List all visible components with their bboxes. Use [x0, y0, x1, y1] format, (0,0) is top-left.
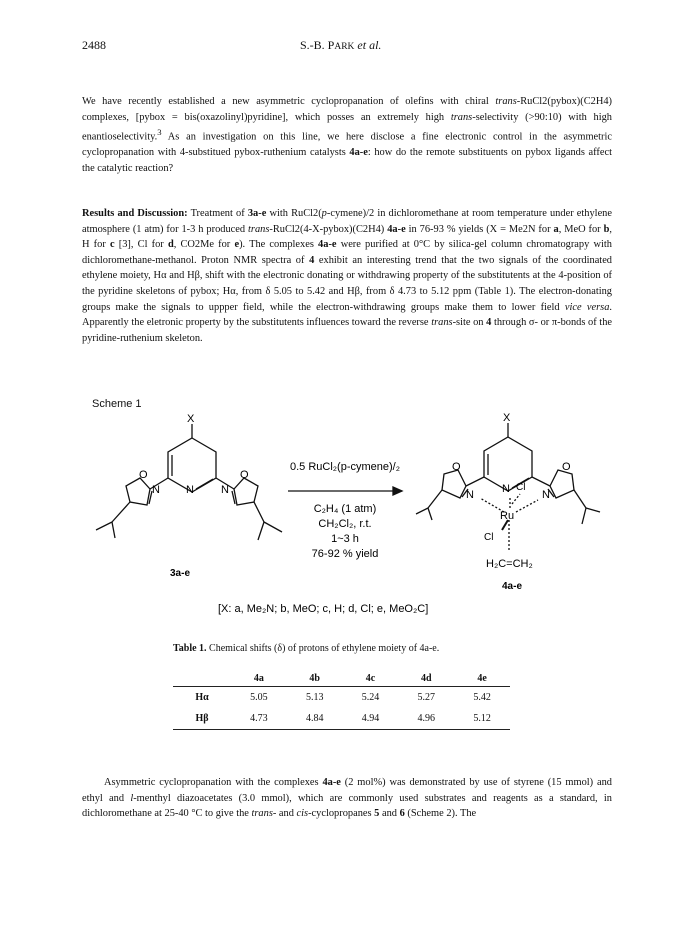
- page-number: 2488: [82, 38, 106, 52]
- table-cell: 5.24: [343, 687, 399, 709]
- table-cell: 4.96: [398, 708, 454, 730]
- table-cell: 5.12: [454, 708, 510, 730]
- oxazoline-left-b: [234, 478, 258, 505]
- atom-n-left-a: N: [152, 484, 160, 496]
- atom-o-left-a: O: [139, 469, 148, 481]
- col-header: 4b: [309, 672, 320, 684]
- substituent-x-right: X: [503, 412, 511, 424]
- results-paragraph: Results and Discussion: Treatment of 3a-e with RuCl2(p-cymene)/2 in dichloromethane at room temperature under ethylene atmosphere (1 atm) for 1-3 h produced trans-RuCl2(4-X-pybox)(C2H4) 4a-e in 76-93 % yields (X = Me2N for a, MeO for b, H for c [3], Cl for d, CO2Me for e). The complexes 4a-e were purified at 0°C by silica-gel column chromatograpy with dichloromethane-methanol. Proton NMR spectra of 4 exhibit an interesting trend that the two signals of the coordinated ethylene moiety, Hα and Hβ, shift with the electronic donating or withdrawing property of the substitutents at the 4-position of the pyridine skeletons of pybox; Hα, from δ 5.05 to 5.42 and Hβ, from δ 4.73 to 5.12 ppm (Table 1). The electron-donating groups make the signals to uppper field, while the electron-withdrawing groups make them to lower field vice versa. Apparently the eletronic property by the substitutents influences toward the reverse trans-site on 4 through σ- or π-bonds of the pyridine-ruthenium skeleton.: [82, 208, 613, 344]
- table-row: [173, 708, 510, 730]
- substituent-x-left: X: [187, 413, 195, 425]
- atom-cl-bottom: Cl: [484, 532, 494, 543]
- running-title: S.-B. PARK et al.: [300, 38, 382, 52]
- reagent-text: 0.5 RuCl₂(p-cymene)/₂: [289, 461, 401, 473]
- oxazoline-right-b: [550, 470, 574, 498]
- atom-n-right-a: N: [466, 489, 474, 501]
- table-cell: 4.94: [343, 708, 399, 730]
- section-heading: Results and Discussion:: [82, 208, 188, 219]
- table-cell: 5.42: [454, 687, 510, 709]
- row-label: Hβ: [173, 708, 231, 730]
- scheme-label: Scheme 1: [92, 398, 142, 410]
- atom-o-right-b: O: [562, 461, 571, 473]
- condition-3: 1~3 h: [331, 533, 359, 545]
- table-cell: 5.27: [398, 687, 454, 709]
- row-label: Hα: [173, 687, 231, 709]
- atom-ru: Ru: [500, 510, 515, 522]
- table-cell: 5.13: [287, 687, 343, 709]
- condition-1: C₂H₄ (1 atm): [313, 503, 377, 515]
- atom-n-left-b: N: [221, 484, 229, 496]
- col-header: 4c: [365, 672, 376, 684]
- table-cell: 5.05: [231, 687, 287, 709]
- intro-paragraph: We have recently established a new asymmetric cyclopropanation of olefins with chiral trans-RuCl2(pybox)(C2H4) complexes, [pybox = bis(oxazolinyl)pyridine], which posses an extremely high trans-selectivity (>90:10) with high enantioselectivity.$^3$ As an investigation on this line, we here disclose a fine electronic control in the asymmetric cyclopropanation with 4-substitued pybox-ruthenium catalysts 4a-e: how do the remote substituents on pybox ligands affect the catalytic reaction?: [82, 96, 612, 174]
- col-header: 4e: [477, 672, 487, 684]
- table-caption: Table 1. Chemical shifts (δ) of protons of ethylene moiety of 4a-e.: [173, 643, 440, 654]
- table-row: [173, 687, 510, 709]
- closing-paragraph: Asymmetric cyclopropanation with the complexes 4a-e (2 mol%) was demonstrated by use of styrene (15 mmol) and ethyl and l-menthyl diazoacetates (3.0 mmol), which are commonly used substrates and reagents as a standard, in dichloromethane at 25-40 °C to give the trans- and cis-cyclopropanes 5 and 6 (Scheme 2). The: [82, 777, 612, 820]
- atom-n-pyridine-left: N: [186, 484, 194, 496]
- table-header-row: [173, 670, 510, 687]
- condition-2: CH₂Cl₂, r.t.: [318, 518, 372, 530]
- atom-o-left-b: O: [240, 469, 249, 481]
- atom-cl-top: Cl: [516, 482, 526, 493]
- atom-n-right-b: N: [542, 489, 550, 501]
- table-cell: 4.84: [287, 708, 343, 730]
- ethylene-ligand: H₂C=CH₂: [486, 558, 533, 570]
- col-header: 4d: [421, 672, 432, 684]
- table-cell: 4.73: [231, 708, 287, 730]
- oxazoline-right-a: [442, 470, 466, 498]
- product-label: 4a-e: [502, 581, 523, 592]
- chemical-shift-table: [173, 670, 510, 730]
- oxazoline-left-a: [126, 478, 150, 505]
- substituent-key: [X: a, Me₂N; b, MeO; c, H; d, Cl; e, MeO₂C]: [218, 603, 429, 615]
- atom-n-pyridine-right: N: [502, 483, 510, 495]
- atom-o-right-a: O: [452, 461, 461, 473]
- condition-4: 76-92 % yield: [311, 548, 379, 560]
- col-header: 4a: [253, 672, 264, 684]
- starting-material-label: 3a-e: [170, 568, 191, 579]
